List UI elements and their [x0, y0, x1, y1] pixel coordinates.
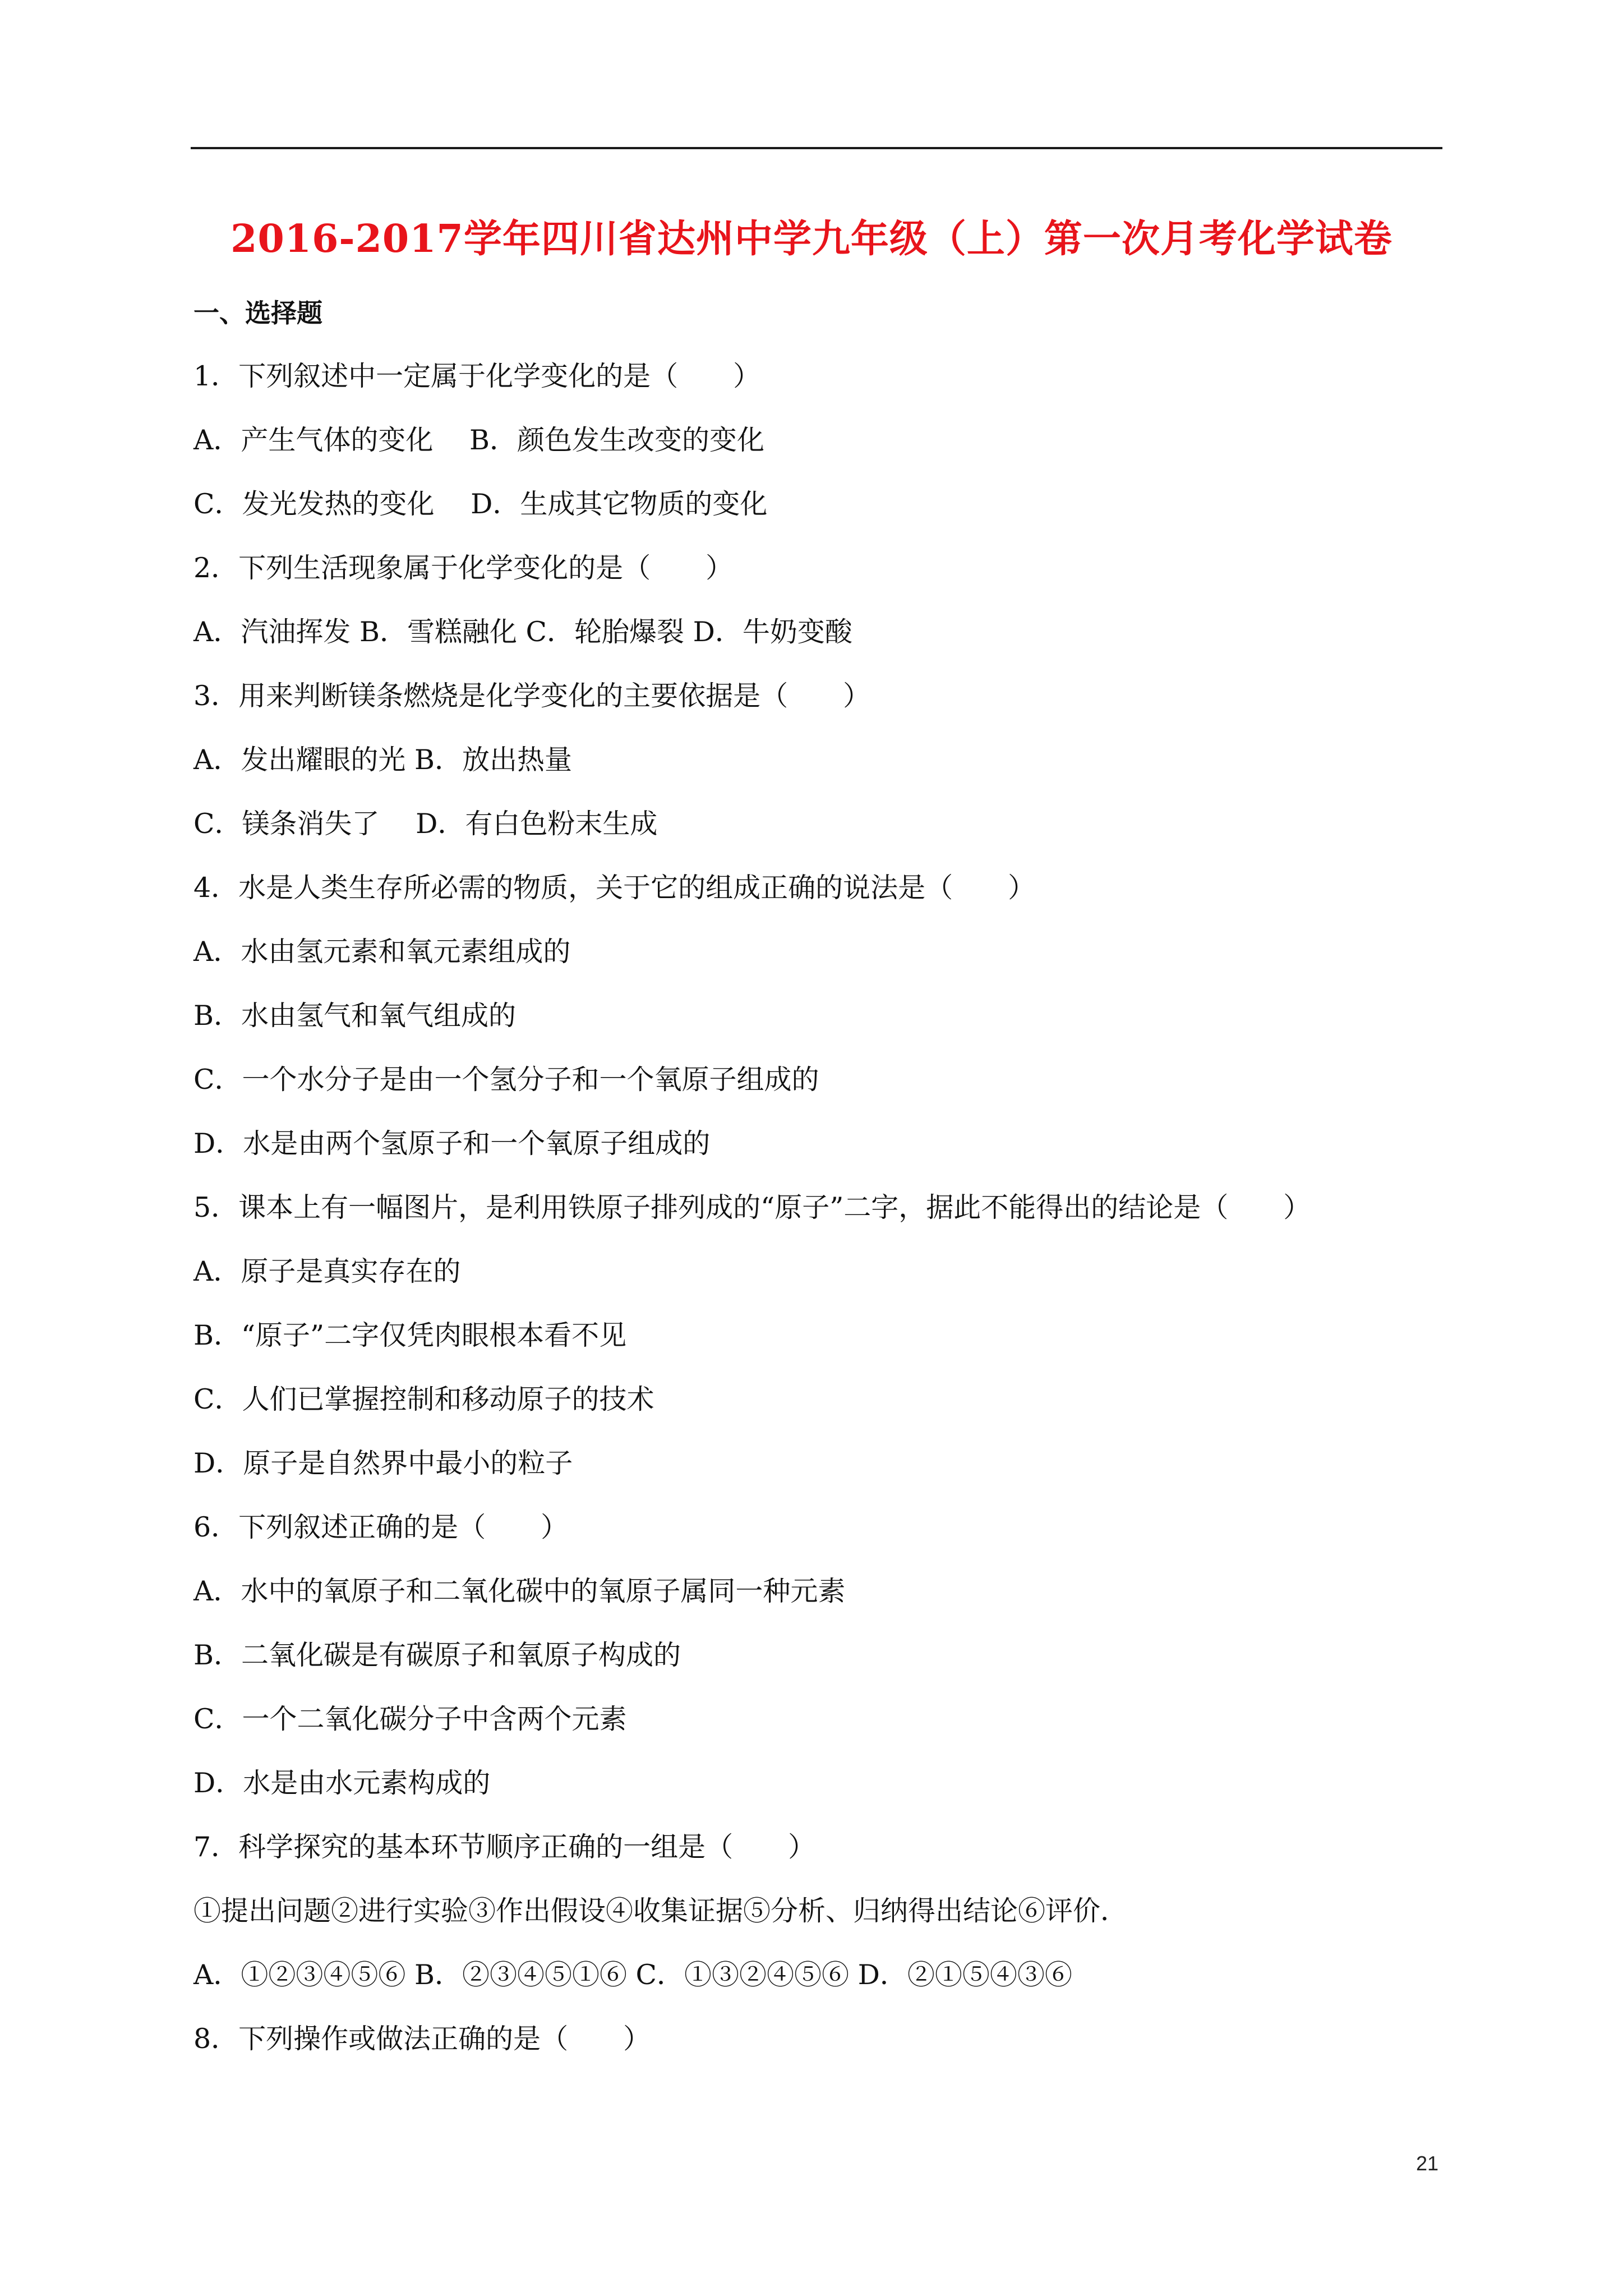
option-line: A．①②③④⑤⑥ B．②③④⑤①⑥ C．①③②④⑤⑥ D．②①⑤④③⑥: [193, 1959, 1072, 1991]
option-line: A．产生气体的变化 B．颜色发生改变的变化: [193, 424, 764, 456]
option-line: C．一个二氧化碳分子中含两个元素: [193, 1703, 627, 1735]
section-heading: 一、选择题: [193, 298, 322, 328]
option-line: C．发光发热的变化 D．生成其它物质的变化: [193, 488, 768, 520]
question-line: 4．水是人类生存所必需的物质，关于它的组成正确的说法是（ ）: [193, 872, 1036, 904]
option-line: A．汽油挥发 B．雪糕融化 C．轮胎爆裂 D．牛奶变酸: [193, 616, 852, 648]
steps-line: ①提出问题②进行实验③作出假设④收集证据⑤分析、归纳得出结论⑥评价．: [193, 1895, 1128, 1927]
option-line: B．“原子”二字仅凭肉眼根本看不见: [193, 1319, 627, 1351]
question-line: 3．用来判断镁条燃烧是化学变化的主要依据是（ ）: [193, 680, 871, 712]
question-line: 5．课本上有一幅图片，是利用铁原子排列成的“原子”二字，据此不能得出的结论是（ ）: [193, 1191, 1311, 1223]
option-line: A．发出耀眼的光 B．放出热量: [193, 744, 572, 776]
option-line: C．一个水分子是由一个氢分子和一个氧原子组成的: [193, 1064, 819, 1096]
option-line: C．人们已掌握控制和移动原子的技术: [193, 1383, 654, 1415]
option-line: A．水中的氧原子和二氧化碳中的氧原子属同一种元素: [193, 1575, 846, 1607]
document-title: 2016-2017学年四川省达州中学九年级（上）第一次月考化学试卷: [230, 217, 1393, 261]
question-line: 7．科学探究的基本环节顺序正确的一组是（ ）: [193, 1831, 816, 1863]
question-line: 1．下列叙述中一定属于化学变化的是（ ）: [193, 360, 761, 392]
option-line: D．水是由两个氢原子和一个氧原子组成的: [193, 1128, 711, 1159]
page-number: 21: [1416, 2152, 1439, 2175]
option-line: A．原子是真实存在的: [193, 1255, 461, 1287]
option-line: D．水是由水元素构成的: [193, 1767, 491, 1799]
question-line: 6．下列叙述正确的是（ ）: [193, 1511, 569, 1543]
question-line: 2．下列生活现象属于化学变化的是（ ）: [193, 552, 734, 584]
option-line: B．水由氢气和氧气组成的: [193, 1000, 517, 1032]
option-line: D．原子是自然界中最小的粒子: [193, 1447, 573, 1479]
option-line: C．镁条消失了 D．有白色粉末生成: [193, 808, 658, 840]
header-rule: [191, 147, 1442, 149]
question-line: 8．下列操作或做法正确的是（ ）: [193, 2023, 651, 2055]
option-line: A．水由氢元素和氧元素组成的: [193, 936, 571, 968]
option-line: B．二氧化碳是有碳原子和氧原子构成的: [193, 1639, 681, 1671]
